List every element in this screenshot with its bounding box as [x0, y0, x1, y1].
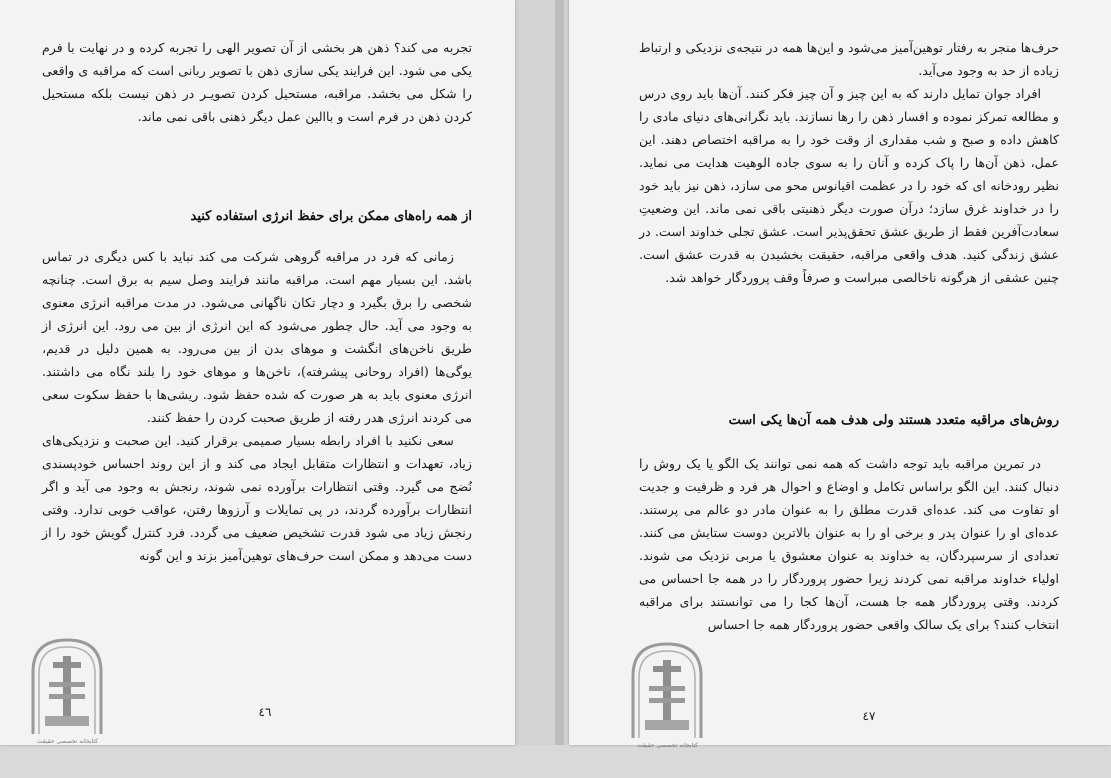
paragraph: زمانی که فرد در مراقبه گروهی شرکت می کند نباید با کس دیگری در تماس باشد. این بسیار مهم است. مراقبه مانند فرایند وصل سیم به برق است. چنانچه شخصی را برق بگیرد و دچار تکان ناگهانی می‌شود. در مدت مراقبه انرژی معنوی به وجود می آید. حال چطور می‌شود که این انرژی از بین می رود. این انرژی از طریق ناخن‌های انگشت و موهای بدن از بین می‌رود. به همین دلیل در قدیم، یوگی‌ها (افراد روحانی پیشرفته)، ناخن‌ها و موهای خود را بلند نگاه می داشتند. انرژی معنوی باید به هر صورت که شده حفظ شود. ریشی‌ها با حفظ سکوت سعی می کردند انرژی هدر رفته از طریق صحبت کردن را حفظ کنند.: [42, 249, 472, 425]
section-heading: روش‌های مراقبه متعدد هستند ولی هدف همه آن‌ها یکی است: [728, 413, 1059, 428]
right-page-top-text: [639, 36, 1059, 289]
left-page: [0, 0, 515, 745]
section-heading: از همه راه‌های ممکن برای حفظ انرژی استفاده کنید: [190, 209, 472, 224]
viewer-bottom-strip: [0, 745, 1111, 778]
right-page-body-text: [639, 452, 1059, 636]
gutter-divider: [555, 0, 564, 778]
page-number: ٤٧: [862, 709, 876, 723]
left-page-body-text: [42, 245, 472, 567]
paragraph: تجربه می کند؟ ذهن هر بخشی از آن تصویر الهی را تجربه کرده و در نهایت با فرم یکی می شود. این فرایند یکی سازی ذهن با تصویر ربانی است که مراقبه ی واقعی را شکل می بخشد. مراقبه، مستحیل کردن تصویـر در ذهن نیست بلکه مستحیل کردن ذهن در فرم است و باالین عمل دیگر ذهنی باقی نمی ماند.: [42, 40, 472, 124]
left-page-top-text: [42, 36, 472, 128]
paragraph: سعی نکنید با افراد رابطه بسیار صمیمی برقرار کنید. این صحبت و نزدیکی‌های زیاد، تعهدات و انتظارات متقابل ایجاد می کند و از این روند احساس خودپسندی نُضج می گیرد. وقتی انتظارات برآورده نمی شوند، رنجش به وجود می آید و اگر انتظارات برآورده گردند، در پی تمایلات و آرزوها رفتن، عواقب خوبی ندارد. وقتی رنجش زیاد می شود قدرت تشخیص ضعیف می گردد. فرد کنترل گویش خود را از دست می‌دهد و ممکن است حرف‌های توهین‌آمیز بزند و این گونه: [42, 433, 472, 563]
seal-caption: کتابخانه تخصصی حقیقت: [37, 738, 98, 745]
library-seal-icon: [625, 636, 710, 751]
library-seal-icon: [25, 632, 110, 747]
paragraph: حرف‌ها منجر به رفتار توهین‌آمیز می‌شود و این‌ها همه در نتیجه‌ی نزدیکی و ارتباط زیاده از حد به وجود می‌آید.: [639, 40, 1059, 78]
page-number: ٤٦: [258, 705, 272, 719]
seal-caption: کتابخانه تخصصی حقیقت: [637, 742, 698, 749]
paragraph: در تمرین مراقبه باید توجه داشت که همه نمی توانند یک الگو یا یک روش را دنبال کنند. این الگو براساس تکامل و اوضاع و احوال هر فرد و ظرفیت و جدیت او تفاوت می کند. عده‌ای قدرت مطلق را به عنوان مادر دو عالم می پرستند. عده‌ای او را عنوان پدر و برخی او را به عنوان بالاترین دوست ستایش می کنند. تعدادی از سرسپردگان، به خداوند به عنوان معشوق یا مربی نزدیک می شوند. اولیاء خداوند مراقبه نمی کردند زیرا حضور پروردگار را در همه جا احساس می کردند. وقتی پروردگار همه جا هست، آن‌ها کجا را می توانستند برای مراقبه انتخاب کنند؟ برای یک سالک واقعی حضور پروردگار همه جا احساس: [639, 456, 1059, 632]
paragraph: افراد جوان تمایل دارند که به این چیز و آن چیز فکر کنند. آن‌ها باید روی درس و مطالعه تمرکز نموده و افسار ذهن را رها نسازند. باید نگرانی‌های دنیای مادی را کاهش داده و صبح و شب مقداری از وقت خود را به مراقبه اختصاص دهند. این عمل، ذهن آن‌ها را پاک کرده و آنان را به سوی جاده الوهیت هدایت می نماید. نظیر رودخانه ای که خود را در عظمت اقیانوس محو می سازد، ذهن نیز باید خود را در خداوند غرق سازد؛ درآن صورت دیگر ذهنیتی باقی نمی ماند. این وضعیتِ سعادت‌آفرین فقط از طریق عشق تحقق‌پذیر است. عشق تجلی خداوند است. در عشق زندگی کنید. هدف واقعی مراقبه، حقیقت بخشیدن به قدرت عشق است. چنین عشقی از هرگونه ناخالصی مبراست و صرفاً وقف پروردگار خواهد شد.: [639, 86, 1059, 285]
right-page: [569, 0, 1111, 749]
